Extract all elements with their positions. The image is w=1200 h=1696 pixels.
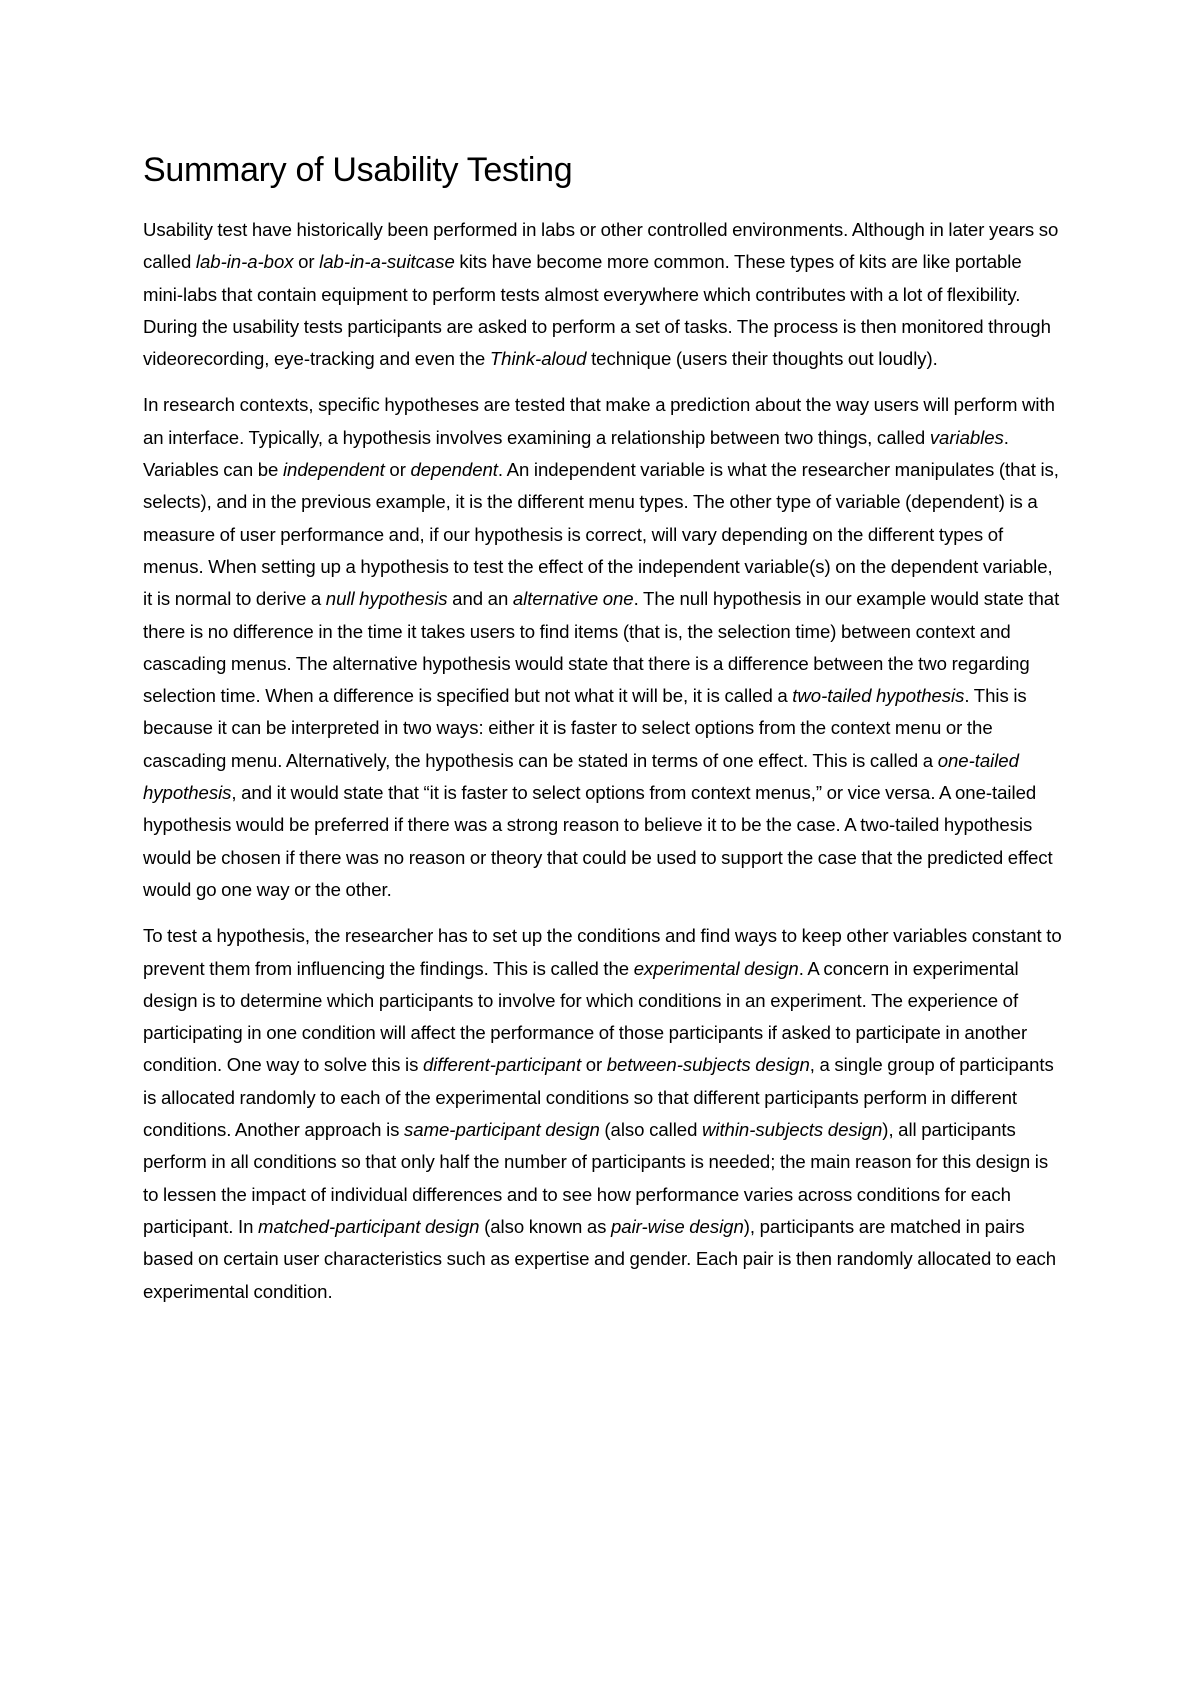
document-title: Summary of Usability Testing <box>143 151 573 189</box>
text-run: . The null hypothesis in our example would state that there is no difference in the time it takes users to find items (that is, the selection time) between context and cascading menus. The alternative hypothesis would state that there is a difference between the two regarding selection time. When a difference is specified but not what it will be, it is called a <box>143 588 1060 707</box>
text-run: ), all participants perform in all conditions so that only half the number of participants is needed; the main reason for this design is to lessen the impact of individual differences and to see how performance varies across conditions for each participant. In <box>143 1119 1049 1237</box>
text-run: (also called <box>599 1119 702 1141</box>
text-run: (also known as <box>479 1215 612 1237</box>
paragraph-lab-testing <box>143 214 1063 375</box>
italic-term-within-subjects-design: within-subjects design <box>701 1119 883 1141</box>
document-page <box>143 148 1063 1322</box>
text-run: or <box>384 459 411 481</box>
paragraph-hypotheses <box>143 389 1063 906</box>
italic-term-null-hypothesis: null hypothesis <box>325 588 448 610</box>
text-run: technique (users their thoughts out loudly). <box>586 348 938 370</box>
italic-term-variables: variables <box>929 426 1004 448</box>
text-run: . Variables can be <box>143 426 1009 481</box>
italic-term-experimental-design: experimental design <box>633 957 799 979</box>
text-run: kits have become more common. These types of kits are like portable mini-labs that contain equipment to perform tests almost everywhere which contributes with a lot of flexibility. During the usability tests participants are asked to perform a set of tasks. The process is then monitored through videorecording, eye-tracking and even the <box>143 251 1051 370</box>
text-run: . This is because it can be interpreted in two ways: either it is faster to select options from the context menu or the cascading menu. Alternatively, the hypothesis can be stated in terms of one effect. This is called a <box>143 685 1027 771</box>
italic-term-lab-in-a-suitcase: lab-in-a-suitcase <box>319 251 455 273</box>
italic-term-same-participant-design: same-participant design <box>404 1119 600 1141</box>
text-run: . An independent variable is what the researcher manipulates (that is, selects), and in the previous example, it is the different menu types. The other type of variable (dependent) is a measure of user performance and, if our hypothesis is correct, will vary depending on the different types of menus. When setting up a hypothesis to test the effect of the independent variable(s) on the dependent variable, it is normal to derive a <box>143 459 1059 610</box>
text-run: or <box>581 1054 607 1076</box>
italic-term-think-aloud: Think-aloud <box>489 348 587 370</box>
text-run: and an <box>447 588 513 610</box>
italic-term-independent: independent <box>282 459 385 481</box>
text-run: In research contexts, specific hypotheses are tested that make a prediction about the way users will perform with an interface. Typically, a hypothesis involves examining a relationship between two things, called <box>143 394 1055 448</box>
italic-term-between-subjects-design: between-subjects design <box>606 1054 810 1076</box>
text-run: , a single group of participants is allocated randomly to each of the experimental conditions so that different participants perform in different conditions. Another approach is <box>143 1054 1054 1141</box>
italic-term-pair-wise-design: pair-wise design <box>611 1215 744 1237</box>
text-run: , and it would state that “it is faster to select options from context menus,” or vice versa. A one-tailed hypothesis would be preferred if there was a strong reason to believe it to be the case. A two-tailed hypothesis would be chosen if there was no reason or theory that could be used to support the case that the predicted effect would go one way or the other. <box>143 782 1053 900</box>
paragraph-experimental-design <box>143 920 1063 1308</box>
text-run: or <box>293 251 320 273</box>
italic-term-lab-in-a-box: lab-in-a-box <box>195 251 294 273</box>
text-run: . A concern in experimental design is to determine which participants to involve for which conditions in an experiment. The experience of participating in one condition will affect the performance of those participants if asked to participate in another condition. One way to solve this is <box>143 957 1028 1076</box>
text-run: Usability test have historically been performed in labs or other controlled environments. Although in later years so called <box>143 219 1059 273</box>
italic-term-dependent: dependent <box>410 459 498 481</box>
text-run: ), participants are matched in pairs based on certain user characteristics such as expertise and gender. Each pair is then randomly allocated to each experimental condition. <box>143 1215 1057 1302</box>
italic-term-one-tailed-hypothesis: one-tailed hypothesis <box>143 749 1019 804</box>
italic-term-two-tailed-hypothesis: two-tailed hypothesis <box>792 685 965 707</box>
text-run: To test a hypothesis, the researcher has to set up the conditions and find ways to keep other variables constant to prevent them from influencing the findings. This is called the <box>143 925 1062 979</box>
italic-term-different-participant: different-participant <box>422 1054 582 1076</box>
italic-term-matched-participant-design: matched-participant design <box>258 1215 480 1237</box>
italic-term-alternative-one: alternative one <box>512 588 634 610</box>
